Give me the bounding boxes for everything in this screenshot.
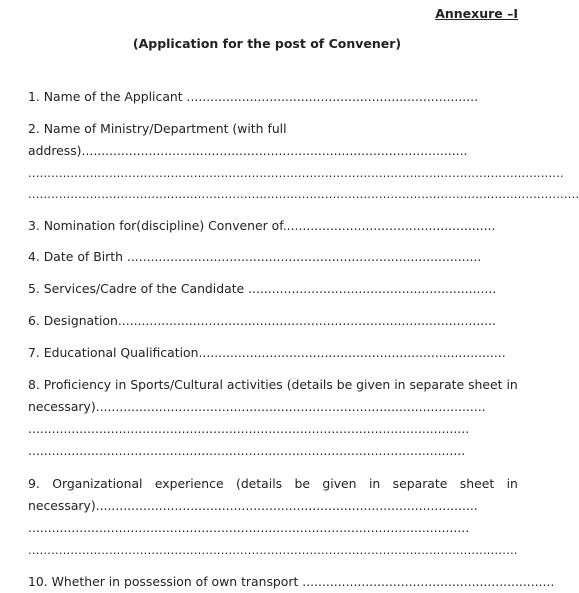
field-ministry-address: address).................................................................................................. <box>28 143 468 158</box>
field-educational-qualification: 7. Educational Qualification.............................................................................. <box>28 345 506 360</box>
field-ministry-address-cont: ............................................................................................................................................... <box>28 187 579 201</box>
word: in <box>368 476 381 491</box>
word: experience <box>154 476 224 491</box>
field-ministry-address-cont: ........................................................................................................................................... <box>28 166 564 180</box>
field-services-cadre: 5. Services/Cadre of the Candidate ............................................................... <box>28 281 497 296</box>
field-org-experience-label <box>28 476 518 492</box>
word: 9. <box>28 476 40 491</box>
word: (details <box>235 476 283 491</box>
word: separate <box>392 476 448 491</box>
field-proficiency-cont: ................................................................................................................ <box>28 421 470 436</box>
field-proficiency-label: 8. Proficiency in Sports/Cultural activities (details be given in separate sheet in <box>28 377 518 392</box>
field-designation: 6. Designation................................................................................................ <box>28 313 496 328</box>
page-title: (Application for the post of Convener) <box>132 36 402 51</box>
field-applicant-name: 1. Name of the Applicant .......................................................................... <box>28 89 479 104</box>
field-org-experience: necessary)................................................................................................. <box>28 498 478 513</box>
field-ministry-label: 2. Name of Ministry/Department (with full <box>28 121 287 136</box>
word: given <box>322 476 357 491</box>
field-own-transport: 10. Whether in possession of own transport ................................................................ <box>28 574 555 589</box>
word: be <box>294 476 311 491</box>
field-date-of-birth: 4. Date of Birth .......................................................................................... <box>28 249 482 264</box>
field-org-experience-cont: ............................................................................................................................... <box>28 543 518 557</box>
word: Organizational <box>52 476 143 491</box>
field-nomination: 3. Nomination for(discipline) Convener of...................................................... <box>28 218 496 233</box>
word: in <box>506 476 518 491</box>
field-proficiency: necessary)................................................................................................... <box>28 399 486 414</box>
word: sheet <box>459 476 495 491</box>
field-org-experience-cont: ................................................................................................................ <box>28 520 470 535</box>
annexure-label: Annexure –I <box>435 6 518 21</box>
field-proficiency-cont: ............................................................................................................... <box>28 443 466 458</box>
